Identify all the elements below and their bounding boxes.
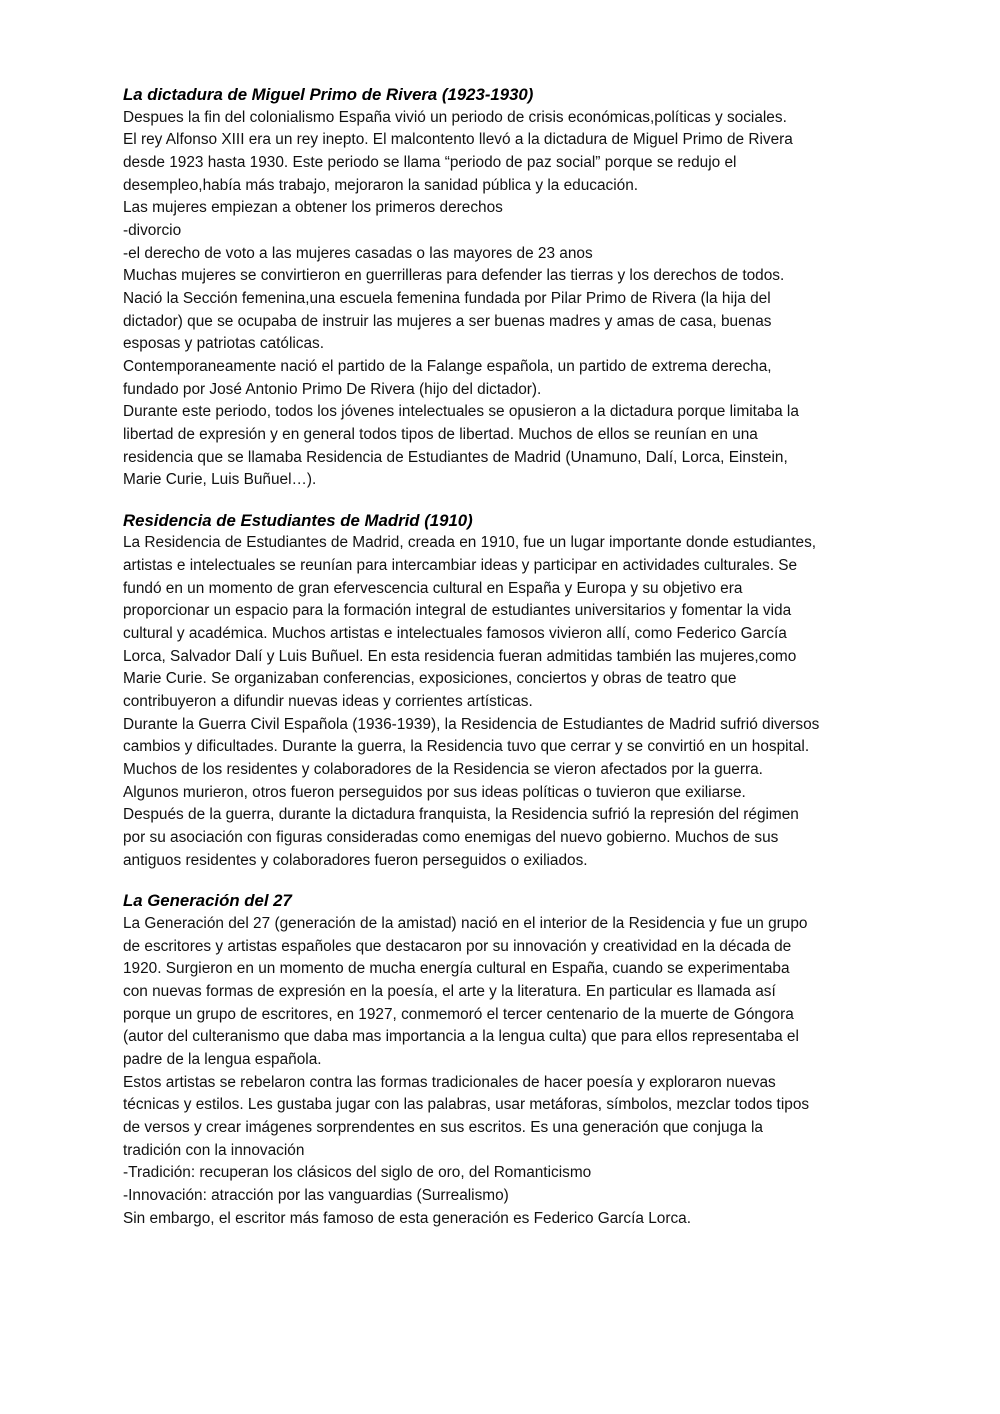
list-item: -Tradición: recuperan los clásicos del siglo de oro, del Romanticismo xyxy=(123,1164,592,1182)
paragraph: Despues la fin del colonialismo España vivió un periodo de crisis económicas,políticas y sociales. El rey Alfonso XIII era un rey inepto. El malcontento llevó a la dictadura de Miguel Primo de Rivera desde 1923 hasta 1930. Este periodo se llama “periodo de paz social” porque se redujo el desempleo,había más trabajo, mejoraron la sanidad pública y la educación. xyxy=(123,108,793,194)
paragraph: Estos artistas se rebelaron contra las formas tradicionales de hacer poesía y exploraron nuevas técnicas y estilos. Les gustaba jugar con las palabras, usar metáforas, símbolos, mezclar todos tipos de versos y crear imágenes sorprendentes en sus escritos. Es una generación que conjuga la tradición con la innovación xyxy=(123,1073,810,1159)
section-residencia xyxy=(123,510,923,873)
paragraph: La Residencia de Estudiantes de Madrid, creada en 1910, fue un lugar importante donde estudiantes, artistas e intelectuales se reunían para intercambiar ideas y participar en actividades culturales. Se fundó en un momento de gran efervescencia cultural en España y Europa y su objetivo era proporcionar un espacio para la formación integral de estudiantes universitarios y fomentar la vida cultural y académica. Muchos artistas e intelectuales famosos vivieron allí, como Federico García Lorca, Salvador Dalí y Luis Buñuel. En esta residencia fueran admitidas también las mujeres,como Marie Curie. Se organizaban conferencias, exposiciones, conciertos y obras de teatro que contribuyeron a difundir nuevas ideas y corrientes artísticas. xyxy=(123,534,817,711)
paragraph: Sin embargo, el escritor más famoso de esta generación es Federico García Lorca. xyxy=(123,1209,692,1227)
section-title: La Generación del 27 xyxy=(123,891,292,911)
section-title: Residencia de Estudiantes de Madrid (1910) xyxy=(123,510,473,530)
paragraph: Las mujeres empiezan a obtener los primeros derechos xyxy=(123,199,503,217)
paragraph: La Generación del 27 (generación de la amistad) nació en el interior de la Residencia y fue un grupo de escritores y artistas españoles que destacaron por su innovación y creatividad en la década de 1920. Surgieron en un momento de mucha energía cultural en España, cuando se experimentaba con nuevas formas de expresión en la poesía, el arte y la literatura. En particular es llamada así porque un grupo de escritores, en 1927, conmemoró el tercer centenario de la muerte de Góngora (autor del culteranismo que daba mas importancia a la lengua culta) que para ellos representaba el padre de la lengua española. xyxy=(123,914,808,1068)
list-item: -Innovación: atracción por las vanguardias (Surrealismo) xyxy=(123,1186,509,1204)
paragraph: Contemporaneamente nació el partido de la Falange española, un partido de extrema derecha, fundado por José Antonio Primo De Rivera (hijo del dictador). xyxy=(123,357,772,398)
document-page xyxy=(123,84,923,1248)
paragraph: Durante la Guerra Civil Española (1936-1939), la Residencia de Estudiantes de Madrid sufrió diversos cambios y dificultades. Durante la guerra, la Residencia tuvo que cerrar y se convirtió en un hospital. Muchos de los residentes y colaboradores de la Residencia se vieron afectados por la guerra. Algunos murieron, otros fueron perseguidos por sus ideas políticas o tuvieron que exiliarse. Después de la guerra, durante la dictadura franquista, la Residencia sufrió la represión del régimen por su asociación con figuras consideradas como enemigas del nuevo gobierno. Muchos de sus antiguos residentes y colaboradores fueron perseguidos o exiliados. xyxy=(123,715,820,869)
paragraph: Muchas mujeres se convirtieron en guerrilleras para defender las tierras y los derechos de todos. Nació la Sección femenina,una escuela femenina fundada por Pilar Primo de Rivera (la hija del dictador) que se ocupaba de instruir las mujeres a ser buenas madres y amas de casa, buenas esposas y patriotas católicas. xyxy=(123,267,785,353)
list-item: -el derecho de voto a las mujeres casadas o las mayores de 23 anos xyxy=(123,244,593,262)
section-title: La dictadura de Miguel Primo de Rivera (1923-1930) xyxy=(123,85,534,104)
list-item: -divorcio xyxy=(123,221,182,239)
section-primo-de-rivera xyxy=(123,84,923,492)
paragraph: Durante este periodo, todos los jóvenes intelectuales se opusieron a la dictadura porque limitaba la libertad de expresión y en general todos tipos de libertad. Muchos de ellos se reunían en una residencia que se llamaba Residencia de Estudiantes de Madrid (Unamuno, Dalí, Lorca, Einstein, Marie Curie, Luis Buñuel…). xyxy=(123,403,799,489)
section-generacion-27 xyxy=(123,890,923,1230)
